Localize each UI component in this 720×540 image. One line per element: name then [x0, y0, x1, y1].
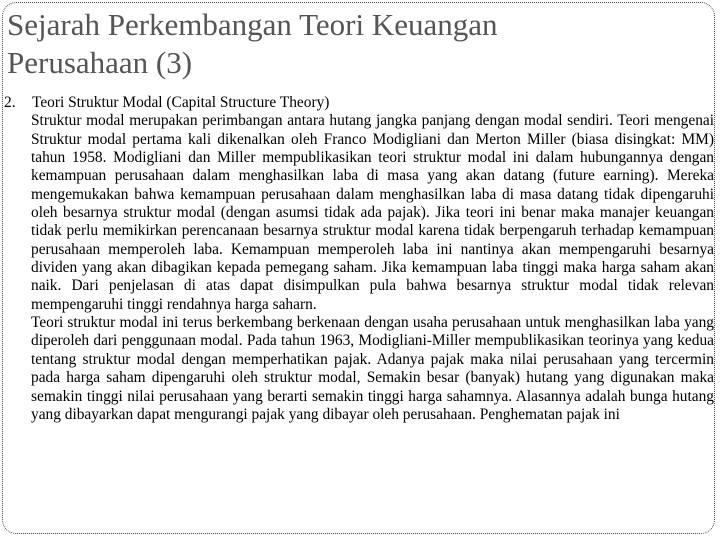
body-paragraph-1: Struktur modal merupakan perimbangan antara hutang jangka panjang dengan modal sendiri. Teori mengenai Struktur modal pertama kali dikenalkan oleh Franco Modigliani dan Merton Miller (biasa disingkat: MM) tahun 1958. Modigliani dan Miller mempublikasikan teori struktur modal ini dalam hubungannya dengan kemampuan perusahaan dalam menghasilkan laba di masa yang akan datang (future earning). Mereka mengemukakan bahwa kemampuan perusahaan dalam menghasilkan laba di masa datang tidak dipengaruhi oleh besarnya struktur modal (dengan asumsi tidak ada pajak). Jika teori ini benar maka manajer keuangan tidak perlu memikirkan perencanaan besarnya struktur modal karena tidak berpengaruh terhadap kemampuan perusahaan memperoleh laba. Kemampuan memperoleh laba ini nantinya akan mempengaruhi besarnya dividen yang akan dibagikan kepada pemegang saham. Jika kemampuan laba tinggi maka harga saham akan naik. Dari penjelasan di atas dapat disimpulkan pula bahwa besarnya struktur modal tidak relevan mempengaruhi tinggi rendahnya harga saharn.: [31, 112, 714, 313]
item-number: 2.: [4, 94, 16, 111]
slide-title-line-2: Perusahaan (3): [7, 45, 193, 80]
numbered-item: [4, 94, 716, 424]
body-paragraph-2: Teori struktur modal ini terus berkembang berkenaan dengan usaha perusahaan untuk menghasilkan laba yang diperoleh dari penggunaan modal. Pada tahun 1963, Modigliani-Miller mempublikasikan teorinya yang kedua tentang struktur modal dengan memperhatikan pajak. Adanya pajak maka nilai perusahaan yang tercermin pada harga saham dipengaruhi oleh struktur modal, Semakin besar (banyak) hutang yang digunakan maka semakin tinggi nilai perusahaan yang berarti semakin tinggi harga sahamnya. Alasannya adalah bunga hutang yang dibayarkan dapat mengurangi pajak yang dibayar oleh perusahaan. Penghematan pajak ini: [31, 314, 714, 423]
slide-title: [7, 6, 498, 82]
slide-title-line-1: Sejarah Perkembangan Teori Keuangan: [7, 7, 498, 42]
item-header: [4, 94, 716, 112]
item-heading: Teori Struktur Modal (Capital Structure Theory): [32, 94, 330, 111]
